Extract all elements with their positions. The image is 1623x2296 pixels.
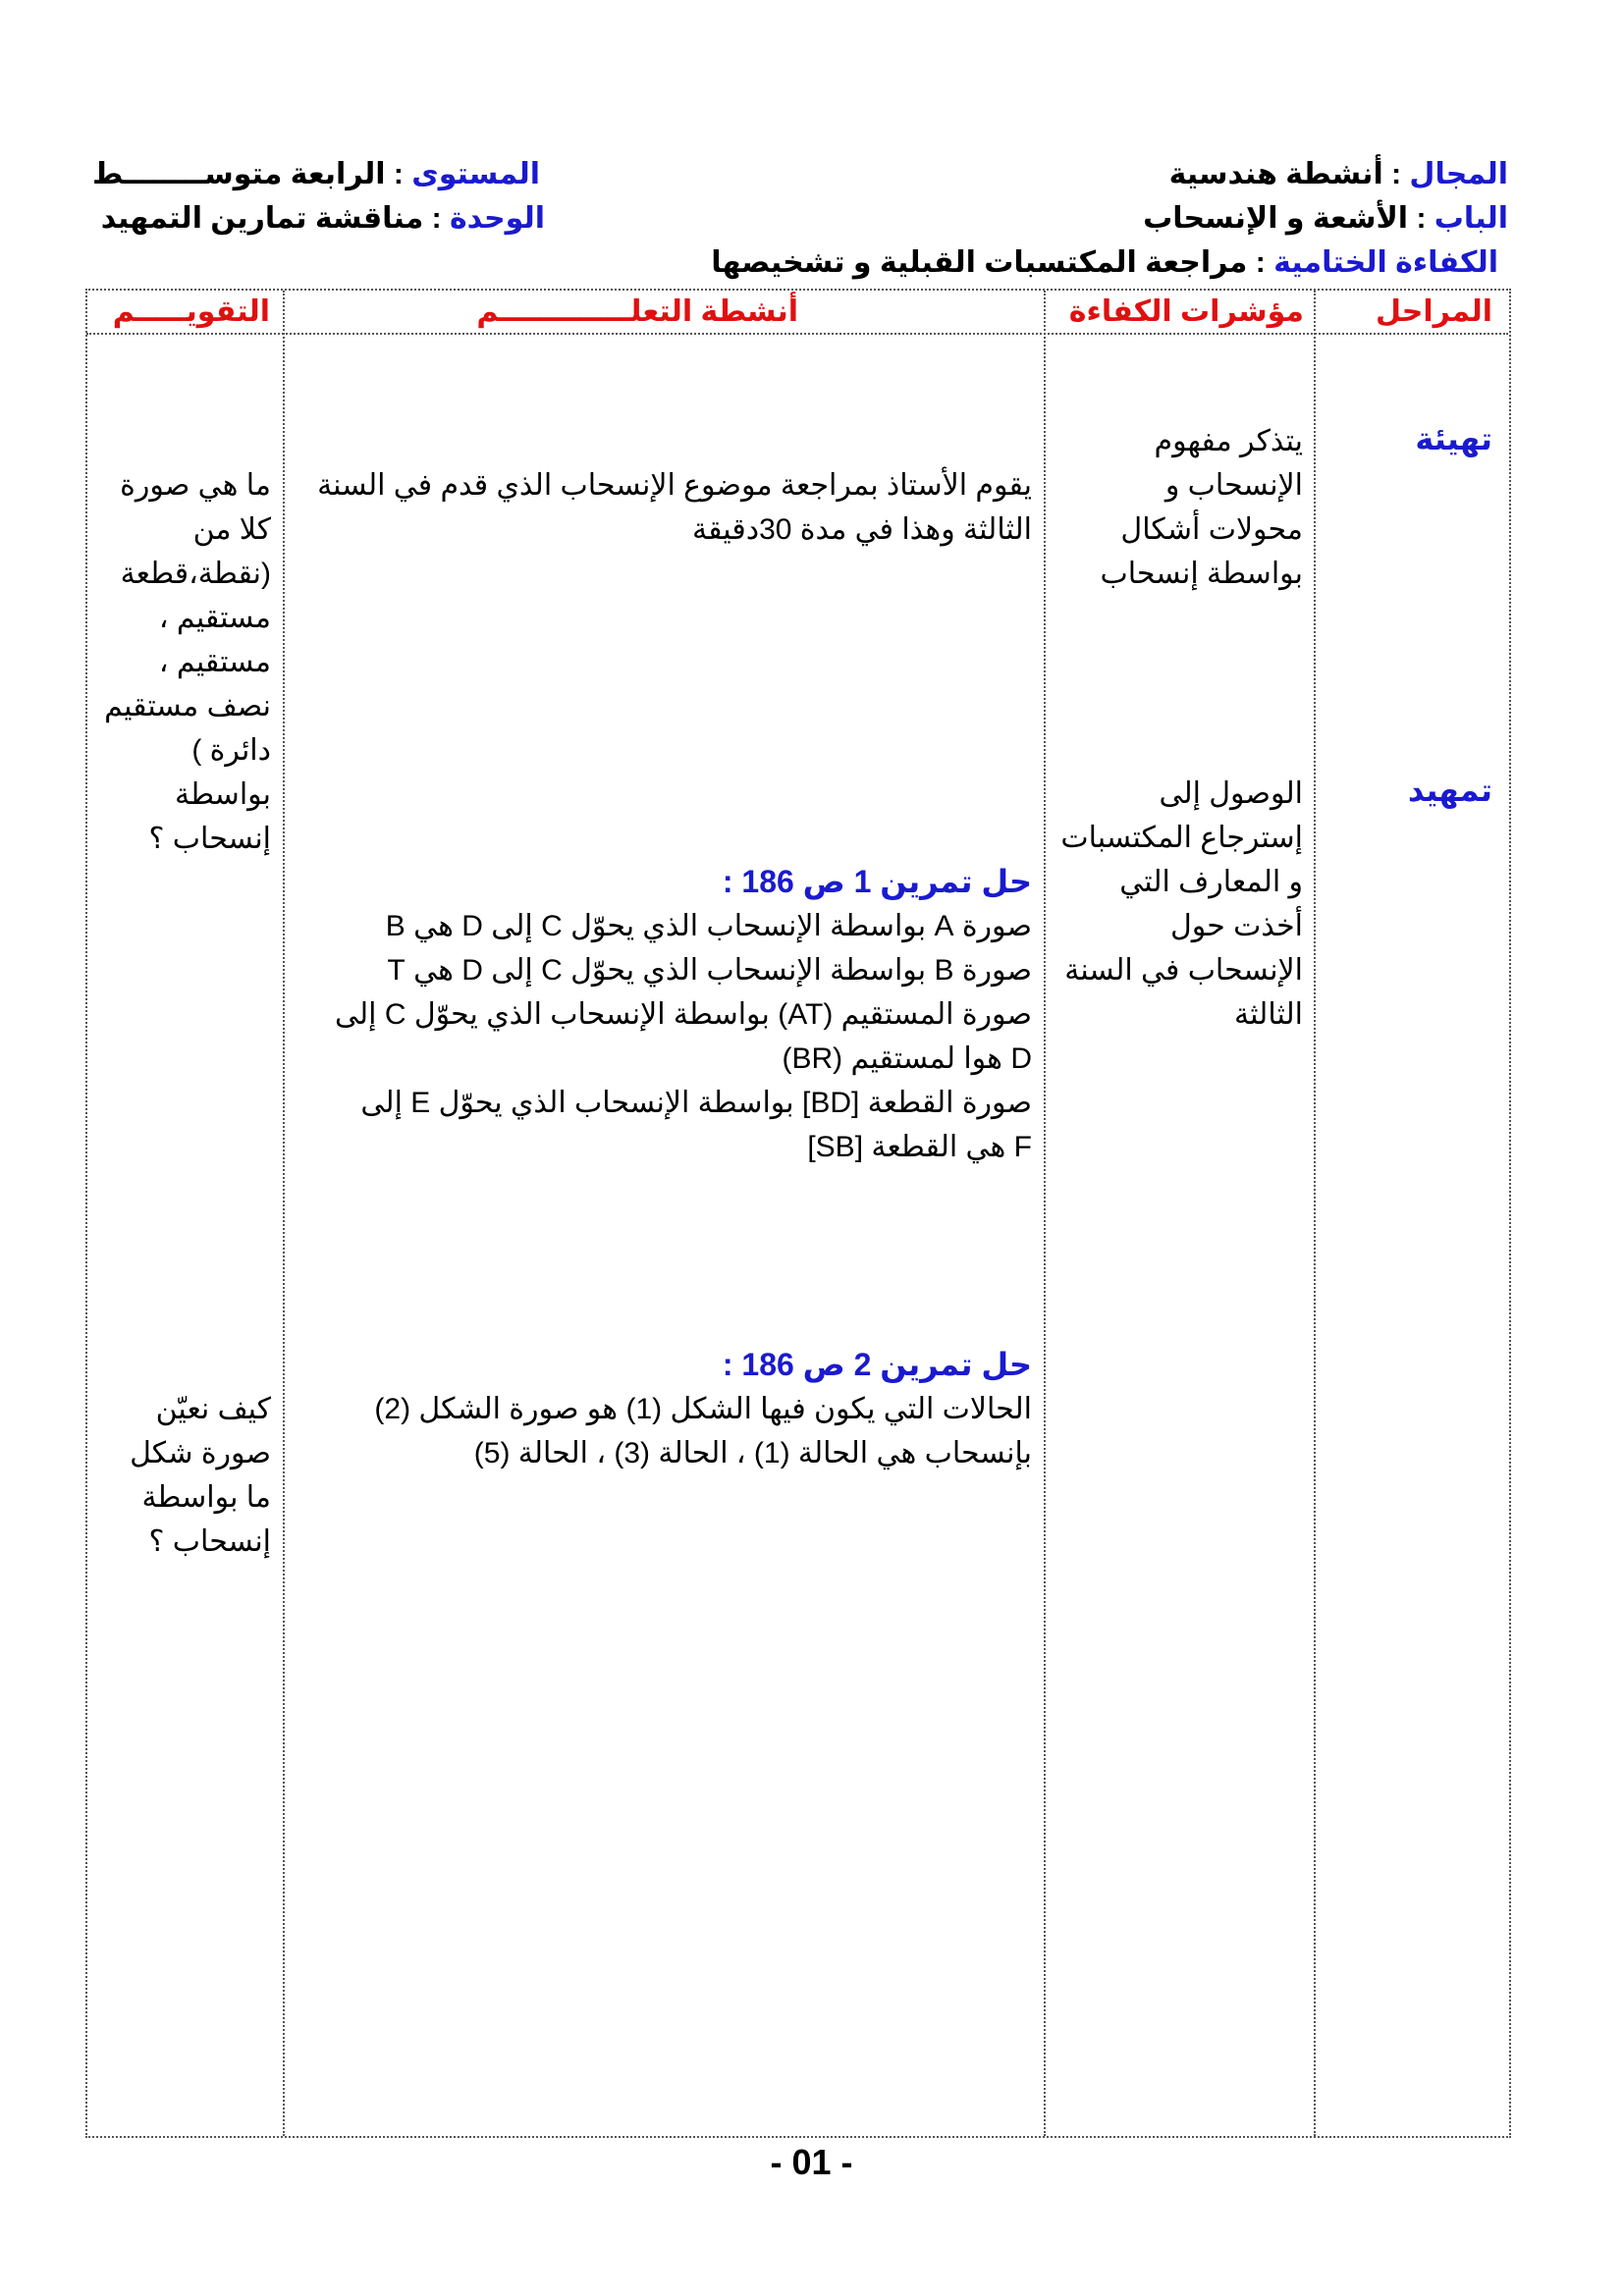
column-header-evaluation: التقويـــــم [112,295,270,328]
activity-line: الحالات التي يكون فيها الشكل (1) هو صورة الشكل (2) [374,1393,1032,1425]
activity-exercise-2 [286,1343,1032,1475]
evaluation-line: كلا من [192,513,271,546]
competence-field [711,243,1498,283]
activity-line: الثالثة وهذا في مدة 30دقيقة [692,513,1032,546]
evaluation-line: كيف نعيّن [155,1393,271,1425]
evaluation-line: ما هي صورة [120,469,271,502]
column-divider-stages [1314,291,1316,2136]
stage-warmup: تهيئة [1415,421,1492,456]
indicator-warmup [1057,419,1303,596]
unit-label: الوحدة [449,202,545,235]
activity-line: صورة A بواسطة الإنسحاب الذي يحوّل C إلى D هي B [385,910,1032,942]
exercise-1-title: حل تمرين 1 ص 186 : [722,864,1032,899]
evaluation-line: مستقيم ، [158,602,271,634]
indicator-line: إسترجاع المكتسبات [1060,822,1303,854]
activity-line: صورة المستقيم (AT) بواسطة الإنسحاب الذي يحوّل C إلى [335,998,1032,1031]
indicator-line: أخذت حول [1169,910,1303,942]
stage-intro: تمهيد [1407,773,1492,808]
chapter-field [1143,199,1508,239]
chapter-colon: : [1416,202,1427,235]
indicator-line: بواسطة إنسحاب [1100,558,1303,590]
evaluation-line: (نقطة،قطعة [120,558,271,590]
domain-field [1169,155,1508,194]
chapter-value: الأشعة و الإنسحاب [1143,202,1409,235]
indicator-line: محولات أشكال [1120,513,1303,546]
indicator-line: الثالثة [1234,998,1303,1031]
unit-field [101,199,545,239]
competence-label: الكفاءة الختامية [1273,246,1498,279]
column-header-stages: المراحل [1375,295,1492,328]
domain-label: المجال [1409,158,1508,190]
unit-colon: : [431,202,442,235]
activity-exercise-1 [286,860,1032,1169]
evaluation-question-2 [89,1387,271,1564]
indicator-line: الإنسحاب و [1164,469,1303,502]
activity-line: صورة القطعة [BD] بواسطة الإنسحاب الذي يحوّل E إلى [360,1087,1032,1119]
evaluation-line: صورة شكل [130,1437,271,1469]
activity-review [286,463,1032,552]
level-field [92,155,540,194]
evaluation-line: نصف مستقيم [104,690,271,722]
page-number: - 01 - [770,2142,853,2182]
evaluation-line: دائرة ) [191,734,271,767]
chapter-label: الباب [1434,202,1508,235]
evaluation-line: ما بواسطة [141,1481,271,1514]
activity-line: بإنسحاب هي الحالة (1) ، الحالة (3) ، الحالة (5) [473,1437,1032,1469]
domain-value: أنشطة هندسية [1168,158,1383,190]
activity-line: صورة B بواسطة الإنسحاب الذي يحوّل C إلى D هي T [387,954,1032,987]
column-header-activities: أنشطة التعلـــــــــــــم [476,295,798,328]
indicator-line: الوصول إلى [1159,777,1303,810]
evaluation-question-1 [89,463,271,861]
competence-colon: : [1255,246,1266,279]
indicator-line: الإنسحاب في السنة [1064,954,1303,987]
column-divider-activities [283,291,285,2136]
exercise-2-title: حل تمرين 2 ص 186 : [722,1347,1032,1382]
activity-line: F هي القطعة [SB] [807,1131,1032,1163]
competence-value: مراجعة المكتسبات القبلية و تشخيصها [711,246,1248,279]
indicator-intro [1053,772,1303,1037]
activity-line: يقوم الأستاذ بمراجعة موضوع الإنسحاب الذي قدم في السنة [317,469,1032,502]
indicator-line: يتذكر مفهوم [1154,425,1303,457]
evaluation-line: إنسحاب ؟ [148,823,271,855]
activity-line: D هوا لمستقيم (BR) [782,1042,1032,1075]
level-value: الرابعة متوســــــــط [92,158,386,190]
level-label: المستوى [411,158,540,190]
domain-colon: : [1391,158,1402,190]
level-colon: : [393,158,404,190]
indicator-line: و المعارف التي [1119,866,1303,898]
evaluation-line: مستقيم ، [158,646,271,678]
column-divider-indicators [1044,291,1046,2136]
evaluation-line: إنسحاب ؟ [148,1525,271,1558]
evaluation-line: بواسطة [174,778,271,811]
unit-value: مناقشة تمارين التمهيد [100,202,424,235]
column-header-indicators: مؤشرات الكفاءة [1068,295,1304,328]
